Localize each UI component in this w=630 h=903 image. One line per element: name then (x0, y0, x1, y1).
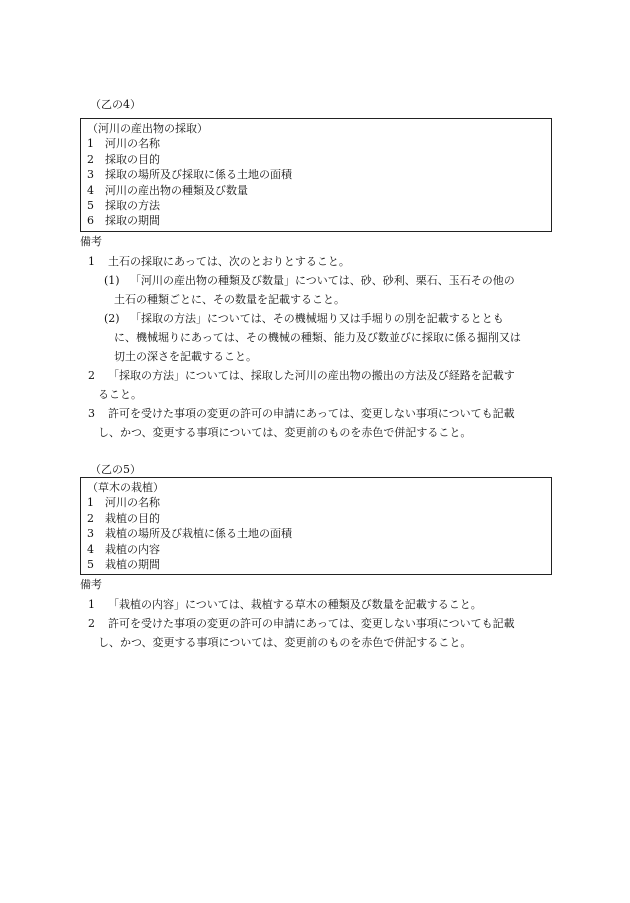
note-subitem-cont: に、機械堀りにあっては、その機械の種類、能力及び数並びに採取に係る掘削又は (114, 331, 521, 344)
note-subitem-cont: 土石の種類ごとに、その数量を記載すること。 (114, 293, 345, 306)
box-item: 2 栽植の目的 (87, 511, 160, 525)
box-item: 2 採取の目的 (87, 152, 160, 166)
box-title: （河川の産出物の採取） (87, 122, 208, 135)
box-item: 3 採取の場所及び採取に係る土地の面積 (87, 168, 292, 182)
note-item: 2 「採取の方法」については、採取した河川の産出物の搬出の方法及び経路を記載す (88, 369, 515, 382)
box-item: 3 栽植の場所及び栽植に係る土地の面積 (87, 527, 292, 541)
note-item: 1 土石の採取にあっては、次のとおりとすること。 (88, 255, 350, 268)
section-label-otsu5: （乙の5） (90, 463, 141, 476)
note-item: 3 許可を受けた事項の変更の許可の申請にあっては、変更しない事項についても記載 (88, 407, 515, 420)
box-item: 5 採取の方法 (87, 199, 160, 213)
box-item: 5 栽植の期間 (87, 558, 160, 572)
note-item: 1 「栽植の内容」については、栽植する草木の種類及び数量を記載すること。 (88, 598, 482, 611)
note-subitem-cont: 切土の深さを記載すること。 (114, 350, 257, 363)
note-item-cont: ること。 (98, 388, 142, 401)
notes-heading: 備考 (80, 235, 102, 248)
box-item: 4 栽植の内容 (87, 542, 160, 556)
box-item: 4 河川の産出物の種類及び数量 (87, 183, 248, 197)
note-subitem: (1) 「河川の産出物の種類及び数量」については、砂、砂利、栗石、玉石その他の (104, 274, 515, 287)
note-item-cont: し、かつ、変更する事項については、変更前のものを赤色で併記すること。 (98, 426, 472, 439)
box-item: 1 河川の名称 (87, 137, 160, 151)
section-label-otsu4: （乙の4） (90, 98, 141, 111)
note-item-cont: し、かつ、変更する事項については、変更前のものを赤色で併記すること。 (98, 636, 472, 649)
box-item: 1 河川の名称 (87, 496, 160, 510)
note-subitem: (2) 「採取の方法」については、その機械堀り又は手堀りの別を記載するととも (104, 312, 504, 325)
form-box-otsu4 (80, 118, 552, 232)
box-item: 6 採取の期間 (87, 214, 160, 228)
box-title: （草木の栽植） (87, 481, 164, 494)
notes-heading: 備考 (80, 578, 102, 591)
form-box-otsu5 (80, 477, 552, 575)
note-item: 2 許可を受けた事項の変更の許可の申請にあっては、変更しない事項についても記載 (88, 617, 515, 630)
